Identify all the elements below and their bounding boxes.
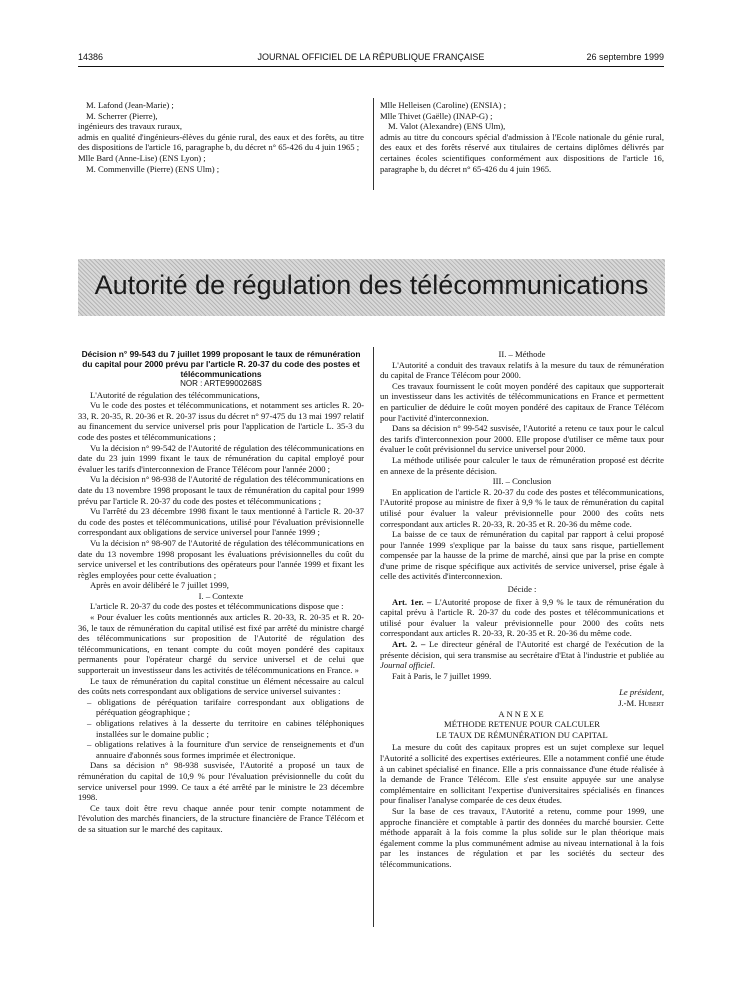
section-heading: I. – Contexte [198, 590, 244, 601]
paragraph: Sur la base de ces travaux, l'Autorité a retenu, comme pour 1999, une approche financière et comptable à partir des données du marché boursier. Cette méthode apparaît à la fois comme la plus solide sur le plan théorique mais également comme la plus communément admise au niveau international à la fois par les instances de régulation et par les sociétés du secteur des télécommunications. [380, 805, 664, 869]
name-line: M. Lafond (Jean-Marie) ; [86, 100, 174, 110]
section-banner [78, 259, 665, 316]
paragraph: Vu la décision n° 98-938 de l'Autorité de régulation des télécommunications en date du 13 novembre 1998 proposant le taux de rémunération du capital pour 1999 prévu par l'article R. 20-37 du code des postes et télécommunications ; [78, 474, 364, 506]
paragraph: La baisse de ce taux de rémunération du capital par rapport à celui proposé pour l'année 1999 s'explique par la baisse du taux sans risque, partiellement compensée par la hausse de la prime de marché, ainsi que par la prise en compte d'une prime de risque spécifique aux activités de service universel, prise égale à celle des activités d'interconnexion. [380, 529, 664, 582]
paragraph: Vu le code des postes et télécommunications, et notamment ses articles R. 20-33, R. 20-35, R. 20-36 et R. 20-37 issus du décret n° 97-475 du 13 mai 1997 relatif au financement du service universel pris pour l'application de l'article L. 35-3 du code des postes et télécommunications ; [78, 400, 364, 442]
bullet-item: – obligations relatives à la desserte du territoire en cabines téléphoniques installées sur le domaine public ; [87, 718, 364, 739]
paragraph: La mesure du coût des capitaux propres est un sujet complexe sur lequel l'Autorité a sollicité des expertises extérieures. Elle a notamment confié une étude à un cabinet spécialisé en finance. Elle a pris connaissance d'une étude réalisée à la demande de France Télécom. Elle s'est ensuite appuyée sur une analyse complémentaire en sollicitant l'expertise d'universitaires spécialisés en finances pour finaliser l'analyse comparée de ces deux études. [380, 742, 664, 806]
annex-subtitle: MÉTHODE RETENUE POUR CALCULER [444, 719, 600, 730]
paragraph: Vu la décision n° 99-542 de l'Autorité de régulation des télécommunications en date du 23 juin 1999 fixant le taux de rémunération du capital employé pour évaluer les tarifs d'interconnexion de France Télécom pour l'année 2000 ; [78, 442, 364, 474]
article-label: Art. 1er. – [392, 596, 432, 607]
banner-title: Autorité de régulation des télécommunications [94, 270, 649, 300]
article-end: . [432, 660, 435, 671]
paragraph: Dans sa décision n° 98-938 susvisée, l'Autorité a proposé un taux de rémunération du capital de 10,9 % pour l'évaluation prévisionnelle du coût du service universel pour 1999. Ce taux a été arrêté par le ministre le 23 décembre 1998. [78, 760, 364, 803]
journal-title: JOURNAL OFFICIEL DE LA RÉPUBLIQUE FRANÇAISE [257, 52, 485, 62]
paragraph: L'Autorité de régulation des télécommunications, [90, 389, 260, 400]
paragraph: Dans sa décision n° 99-542 susvisée, l'Autorité a retenu ce taux pour le calcul des tarifs d'interconnexion pour 2000. Elle propose d'utiliser ce même taux pour évaluer le coût prévisionnel du service universel pour 2000. [380, 423, 664, 455]
article-label: Art. 2. – [392, 639, 426, 650]
name-line: Mlle Thivet (Gaëlle) (INAP-G) ; [380, 110, 493, 121]
decision-title: Décision n° 99-543 du 7 juillet 1999 proposant le taux de rémunération du capital pour 2000 prévu par l'article R. 20-37 du code des postes et télécommunications [81, 349, 361, 379]
paragraph: Ce taux doit être revu chaque année pour tenir compte notamment de l'évolution des marchés financiers, de la structure financière de France Télécom et de sa situation sur le marché des capitaux. [78, 802, 364, 834]
name-line: M. Valot (Alexandre) (ENS Ulm), [388, 121, 506, 132]
page-header [78, 52, 664, 66]
left-column [78, 349, 364, 835]
role-line: ingénieurs des travaux ruraux, [78, 121, 183, 132]
article-2 [380, 639, 664, 671]
paragraph: Vu l'arrêté du 23 décembre 1998 fixant le taux mentionné à l'article R. 20-37 du code des postes et télécommunications, utilisé pour l'évaluation prévisionnelle correspondant aux obligations de service universel pour l'année 1999 ; [78, 506, 364, 538]
article-1 [380, 597, 664, 639]
header-rule [78, 66, 664, 67]
nor-reference: NOR : ARTE9900268S [180, 379, 262, 388]
name-line: Mlle Bard (Anne-Lise) (ENS Lyon) ; [78, 152, 206, 163]
article-text: L'Autorité propose de fixer à 9,9 % le taux de rémunération du capital prévu à l'article R. 20-37 du code des postes et télécommunications et utilisé pour évaluer la valeur prévisionnelle pour 2000 des coûts nets correspondant aux articles R. 20-33, R. 20-35 et R. 20-36 du même code. [380, 596, 664, 639]
signatory-name: J.-M. Hubert [618, 698, 664, 708]
paragraph: L'article R. 20-37 du code des postes et télécommunications dispose que : [90, 601, 344, 612]
annex-subtitle: LE TAUX DE RÉMUNÉRATION DU CAPITAL [436, 729, 608, 740]
paragraph: Après en avoir délibéré le 7 juillet 1999, [90, 580, 229, 591]
name-line: M. Scherrer (Pierre), [86, 110, 158, 121]
column-divider [373, 347, 374, 927]
annex-heading: ANNEXE [498, 708, 546, 719]
quote-paragraph: « Pour évaluer les coûts mentionnés aux articles R. 20-33, R. 20-35 et R. 20-36, le taux de rémunération du capital utilisé est fixé par arrêté du ministre chargé des télécommunications sur proposition de l'Autorité de régulation des télécommunications, en tenant compte du coût moyen pondéré des capitaux permanents pour l'opérateur chargé du service universel et de celui que supporterait un investisseur dans les activités de télécommunications en France. » [78, 612, 364, 676]
paragraph: La méthode utilisée pour calculer le taux de rémunération proposé est décrite en annexe de la présente décision. [380, 454, 664, 476]
name-line: M. Commenville (Pierre) (ENS Ulm) ; [86, 163, 220, 174]
bullet-item: – obligations de péréquation tarifaire correspondant aux obligations de péréquation géographique ; [87, 696, 364, 718]
paragraph: L'Autorité a conduit des travaux relatifs à la mesure du taux de rémunération du capital de France Télécom pour 2000. [380, 359, 664, 381]
paragraph: Ces travaux fournissent le coût moyen pondéré des capitaux que supporterait un investisseur dans les activités de télécommunications en France et permettent en particulier de déduire le coût moyen pondéré des capitaux de France Télécom pour l'activité d'interconnexion. [380, 380, 664, 423]
top-right-column [380, 100, 664, 174]
bullet-item: – obligations relatives à la fourniture d'un service de renseignements et d'un annuaire d'abonnés sous formes imprimée et électronique. [87, 739, 364, 760]
signature-date: Fait à Paris, le 7 juillet 1999. [392, 670, 492, 681]
signatory-role: Le président, [619, 687, 664, 698]
section-heading: III. – Conclusion [492, 476, 552, 487]
journal-officiel-ref: Journal officiel [380, 660, 433, 671]
name-line: Mlle Helleisen (Caroline) (ENSIA) ; [380, 100, 507, 110]
right-column [380, 349, 664, 870]
top-left-column [78, 100, 364, 174]
admission-text: admis en qualité d'ingénieurs-élèves du génie rural, des eaux et des forêts, au titre des dispositions de l'article 16, paragraphe b, du décret n° 65-426 du 4 juin 1965 ; [78, 131, 364, 153]
page-number: 14386 [78, 52, 104, 62]
publication-date: 26 septembre 1999 [586, 52, 664, 62]
article-text: Le directeur général de l'Autorité est chargé de l'exécution de la présente décision, qui sera transmise au secrétaire d'Etat à l'industrie et publiée au [380, 639, 664, 660]
section-heading: II. – Méthode [498, 349, 546, 359]
decide-heading: Décide : [507, 584, 537, 595]
paragraph: Le taux de rémunération du capital constitue un élément nécessaire au calcul des coûts nets correspondant aux obligations de service universel suivantes : [78, 675, 364, 697]
admission-text: admis au titre du concours spécial d'admission à l'Ecole nationale du génie rural, des eaux et des forêts réservé aux titulaires de certains diplômes délivrés par certaines écoles scientifiques conformément aux dispositions de l'article 16, paragraphe b, du décret n° 65-426 du 4 juin 1965. [380, 131, 664, 174]
paragraph: En application de l'article R. 20-37 du code des postes et télécommunications, l'Autorité propose au ministre de fixer à 9,9 % le taux de rémunération du capital utilisé pour évaluer la valeur prévisionnelle pour 2000 des coûts nets correspondant aux articles R. 20-33, R. 20-35 et R. 20-36 du même code. [380, 486, 664, 529]
column-divider [373, 98, 374, 190]
paragraph: Vu la décision n° 98-907 de l'Autorité de régulation des télécommunications en date du 13 novembre 1998 proposant les évaluations prévisionnelles du coût du service universel et les contributions des opérateurs pour l'année 1999 et fixant les règles employées pour cette évaluation ; [78, 537, 364, 580]
